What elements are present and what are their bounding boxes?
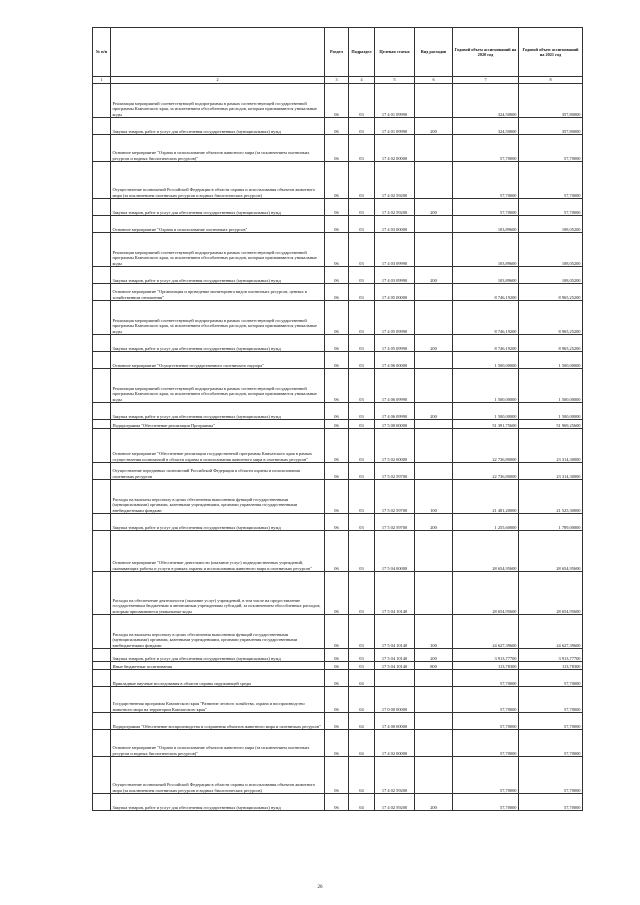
- cell-row-number: [93, 531, 111, 572]
- table-row: [93, 369, 583, 403]
- cell-target-article: 17 4 01 09990: [375, 84, 415, 118]
- cell-amount-2020: 103,89600: [453, 233, 519, 267]
- cell-section: 06: [325, 199, 349, 216]
- header-year-2020: Годовой объем ассигнований на 2020 год: [453, 28, 519, 77]
- cell-expense-name: Реализация мероприятий соответствующей подпрограммы в рамках соответствующей государственной программы Камчатского края, за исключением обособленных расходов, которым присваиваются уникальные коды: [111, 301, 325, 335]
- cell-expense-type: 200: [415, 267, 453, 284]
- cell-expense-name: Осуществление переданных полномочий Российской Федерации в области охраны и использования охотничьих ресурсов: [111, 463, 325, 480]
- cell-expense-type: [415, 301, 453, 335]
- column-numbers-row: [93, 77, 583, 84]
- header-target-article: Целевая статья: [375, 28, 415, 77]
- cell-section: 06: [325, 649, 349, 662]
- cell-section: 06: [325, 233, 349, 267]
- cell-section: 06: [325, 267, 349, 284]
- cell-expense-name: Закупка товаров, работ и услуг для обеспечения государственных (муниципальных) нужд: [111, 335, 325, 352]
- cell-section: 06: [325, 352, 349, 369]
- table-row: [93, 670, 583, 687]
- table-row: [93, 687, 583, 713]
- cell-expense-name: Осуществление полномочий Российской Федерации в области охраны и использования объектов животного мира (за исключением охотничьих ресурсов и водных биологических ресурсов): [111, 757, 325, 794]
- cell-amount-2020: 57,70000: [453, 199, 519, 216]
- cell-target-article: 17 0 00 00000: [375, 687, 415, 713]
- cell-expense-name: Реализация мероприятий соответствующей подпрограммы в рамках соответствующей государственной программы Камчатского края, за исключением обособленных расходов, которым присваиваются уникальные коды: [111, 233, 325, 267]
- cell-target-article: 17 5 02 00000: [375, 429, 415, 463]
- cell-row-number: [93, 267, 111, 284]
- cell-row-number: [93, 84, 111, 118]
- table-row: [93, 118, 583, 135]
- cell-subsection: 03: [349, 369, 375, 403]
- cell-section: 06: [325, 420, 349, 429]
- cell-expense-name: Закупка товаров, работ и услуг для обеспечения государственных (муниципальных) нужд: [111, 267, 325, 284]
- cell-expense-type: [415, 670, 453, 687]
- column-number: 7: [453, 77, 519, 84]
- cell-target-article: 17 4 06 09990: [375, 403, 415, 420]
- table-row: [93, 480, 583, 514]
- table-row: [93, 713, 583, 730]
- cell-expense-name: Основное мероприятие "Осуществление государственного охотничьего надзора": [111, 352, 325, 369]
- header-expense-type: Вид расходов: [415, 28, 453, 77]
- cell-amount-2020: 57,70000: [453, 162, 519, 199]
- cell-target-article: 17 4 00 00000: [375, 713, 415, 730]
- column-number: 1: [93, 77, 111, 84]
- cell-amount-2021: 57,70000: [519, 794, 583, 811]
- cell-amount-2021: 24 627,39600: [519, 615, 583, 649]
- cell-section: 06: [325, 615, 349, 649]
- cell-expense-type: [415, 369, 453, 403]
- header-name: [111, 28, 325, 77]
- cell-expense-type: 800: [415, 662, 453, 670]
- cell-target-article: 17 5 02 59700: [375, 463, 415, 480]
- cell-amount-2020: 1 500,00000: [453, 403, 519, 420]
- header-subsection: Подраздел: [349, 28, 375, 77]
- cell-target-article: 17 4 02 59200: [375, 199, 415, 216]
- cell-row-number: [93, 118, 111, 135]
- cell-row-number: [93, 572, 111, 615]
- table-row: [93, 531, 583, 572]
- cell-target-article: 17 4 03 09990: [375, 267, 415, 284]
- header-section: Раздел: [325, 28, 349, 77]
- cell-expense-type: [415, 162, 453, 199]
- cell-amount-2020: 57,70000: [453, 794, 519, 811]
- table-row: [93, 730, 583, 757]
- cell-section: 06: [325, 216, 349, 233]
- cell-row-number: [93, 216, 111, 233]
- cell-expense-type: 200: [415, 649, 453, 662]
- cell-subsection: 03: [349, 135, 375, 162]
- cell-subsection: 03: [349, 301, 375, 335]
- cell-row-number: [93, 757, 111, 794]
- cell-expense-name: Закупка товаров, работ и услуг для обеспечения государственных (муниципальных) нужд: [111, 118, 325, 135]
- cell-expense-name: Основное мероприятие "Обеспечение деятельности (оказание услуг) подведомственных учреждений, оказывающих работы и услуги в рамках охраны и использования животного мира и охотничьих ресурсов": [111, 531, 325, 572]
- table-row: [93, 420, 583, 429]
- cell-expense-type: [415, 284, 453, 301]
- cell-section: 06: [325, 284, 349, 301]
- cell-amount-2021: 57,70000: [519, 135, 583, 162]
- cell-section: 06: [325, 531, 349, 572]
- cell-expense-name: Государственная программа Камчатского края "Развитие лесного хозяйства, охрана и воспроизводство животного мира на территории Камчатского края": [111, 687, 325, 713]
- table-row: [93, 429, 583, 463]
- cell-amount-2021: 113,78300: [519, 662, 583, 670]
- cell-subsection: 03: [349, 84, 375, 118]
- cell-expense-name: Закупка товаров, работ и услуг для обеспечения государственных (муниципальных) нужд: [111, 199, 325, 216]
- column-number: 6: [415, 77, 453, 84]
- cell-row-number: [93, 480, 111, 514]
- cell-amount-2020: 57,70000: [453, 687, 519, 713]
- cell-expense-name: Основное мероприятие "Охрана и использование объектов животного мира (за исключением охотничьих ресурсов и водных биологических ресурсов)": [111, 135, 325, 162]
- cell-row-number: [93, 794, 111, 811]
- cell-expense-type: 200: [415, 335, 453, 352]
- cell-section: 06: [325, 84, 349, 118]
- cell-amount-2020: 8 746,19200: [453, 284, 519, 301]
- cell-amount-2021: 57,70000: [519, 687, 583, 713]
- cell-section: 06: [325, 514, 349, 531]
- cell-amount-2021: 108,05200: [519, 233, 583, 267]
- cell-amount-2021: 1 500,00000: [519, 369, 583, 403]
- cell-target-article: 17 4 02 00000: [375, 135, 415, 162]
- table-row: [93, 514, 583, 531]
- table-row: [93, 572, 583, 615]
- cell-subsection: 04: [349, 670, 375, 687]
- cell-row-number: [93, 713, 111, 730]
- cell-row-number: [93, 352, 111, 369]
- cell-target-article: 17 5 04 10140: [375, 649, 415, 662]
- cell-section: 06: [325, 135, 349, 162]
- cell-subsection: 03: [349, 615, 375, 649]
- cell-expense-type: [415, 135, 453, 162]
- cell-section: 06: [325, 662, 349, 670]
- cell-row-number: [93, 615, 111, 649]
- cell-subsection: 04: [349, 713, 375, 730]
- table-row: [93, 649, 583, 662]
- cell-section: 06: [325, 687, 349, 713]
- cell-expense-type: 200: [415, 794, 453, 811]
- column-number: 2: [111, 77, 325, 84]
- cell-section: 06: [325, 730, 349, 757]
- cell-amount-2021: 28 654,95600: [519, 531, 583, 572]
- cell-subsection: 03: [349, 480, 375, 514]
- cell-expense-name: Реализация мероприятий соответствующей подпрограммы в рамках соответствующей государственной программы Камчатского края, за исключением обособленных расходов, которым присваиваются уникальные коды: [111, 84, 325, 118]
- cell-row-number: [93, 403, 111, 420]
- cell-expense-type: [415, 730, 453, 757]
- cell-amount-2020: 1 255,60000: [453, 514, 519, 531]
- cell-subsection: 03: [349, 233, 375, 267]
- cell-amount-2020: 28 654,95600: [453, 531, 519, 572]
- cell-expense-name: Подпрограмма "Обеспечение воспроизводства и сохранения объектов животного мира и охотничьих ресурсов": [111, 713, 325, 730]
- column-number: 5: [375, 77, 415, 84]
- cell-expense-name: Подпрограмма "Обеспечение реализации Программы": [111, 420, 325, 429]
- cell-amount-2021: 21 525,30000: [519, 480, 583, 514]
- cell-amount-2020: 51 391,75600: [453, 420, 519, 429]
- cell-amount-2021: 23 314,30000: [519, 463, 583, 480]
- cell-row-number: [93, 301, 111, 335]
- cell-subsection: 03: [349, 662, 375, 670]
- column-number: 4: [349, 77, 375, 84]
- cell-section: 06: [325, 794, 349, 811]
- cell-section: 06: [325, 757, 349, 794]
- cell-expense-type: 100: [415, 615, 453, 649]
- cell-target-article: [375, 670, 415, 687]
- table-row: [93, 403, 583, 420]
- cell-expense-type: [415, 757, 453, 794]
- cell-amount-2021: 57,70000: [519, 199, 583, 216]
- table-body: [93, 77, 583, 811]
- cell-subsection: 03: [349, 514, 375, 531]
- table-row: [93, 463, 583, 480]
- header-year-2021: Годовой объем ассигнований на 2021 год: [519, 28, 583, 77]
- table-header-row: [93, 28, 583, 77]
- cell-section: 06: [325, 713, 349, 730]
- cell-target-article: 17 4 02 59200: [375, 794, 415, 811]
- cell-amount-2021: 57,70000: [519, 757, 583, 794]
- cell-amount-2020: 22 736,80000: [453, 429, 519, 463]
- cell-section: 06: [325, 480, 349, 514]
- column-number: 3: [325, 77, 349, 84]
- cell-amount-2020: 103,89600: [453, 267, 519, 284]
- cell-target-article: 17 5 02 59700: [375, 514, 415, 531]
- cell-expense-type: 200: [415, 514, 453, 531]
- cell-row-number: [93, 284, 111, 301]
- cell-subsection: 03: [349, 420, 375, 429]
- cell-row-number: [93, 162, 111, 199]
- table-row: [93, 757, 583, 794]
- cell-target-article: 17 4 05 09990: [375, 301, 415, 335]
- cell-subsection: 03: [349, 572, 375, 615]
- cell-amount-2021: 357,80000: [519, 118, 583, 135]
- cell-amount-2021: 1 500,00000: [519, 352, 583, 369]
- table-row: [93, 233, 583, 267]
- cell-subsection: 03: [349, 649, 375, 662]
- cell-expense-type: [415, 463, 453, 480]
- cell-subsection: 03: [349, 267, 375, 284]
- cell-expense-type: [415, 572, 453, 615]
- table-row: [93, 135, 583, 162]
- table-row: [93, 284, 583, 301]
- cell-subsection: 03: [349, 199, 375, 216]
- cell-target-article: 17 5 02 59700: [375, 480, 415, 514]
- cell-row-number: [93, 369, 111, 403]
- cell-expense-name: Основное мероприятие "Охрана и использование охотничьих ресурсов": [111, 216, 325, 233]
- cell-expense-type: 200: [415, 199, 453, 216]
- cell-subsection: 03: [349, 284, 375, 301]
- cell-amount-2020: 28 654,95600: [453, 572, 519, 615]
- cell-target-article: 17 4 05 09990: [375, 335, 415, 352]
- cell-expense-name: Основное мероприятие "Обеспечение реализации государственной программы Камчатского края в рамках осуществления полномочий в области охраны и использования животного мира в охотничьих ресурсов": [111, 429, 325, 463]
- cell-subsection: 04: [349, 730, 375, 757]
- cell-subsection: 03: [349, 352, 375, 369]
- cell-amount-2020: 57,70000: [453, 713, 519, 730]
- cell-expense-name: Расходы на обеспечение деятельности (оказание услуг) учреждений, в том числе на предоставление государственным бюджетным и автономным учреждениям субсидий, за исключением обособленных расходов, которым присваиваются уникальные коды: [111, 572, 325, 615]
- cell-target-article: 17 4 06 09990: [375, 369, 415, 403]
- cell-row-number: [93, 514, 111, 531]
- cell-amount-2020: 8 746,19200: [453, 301, 519, 335]
- cell-amount-2021: 108,05200: [519, 267, 583, 284]
- cell-section: 06: [325, 118, 349, 135]
- page-number: 26: [317, 885, 323, 890]
- cell-subsection: 03: [349, 335, 375, 352]
- cell-target-article: 17 5 00 00000: [375, 420, 415, 429]
- cell-amount-2020: 22 736,80000: [453, 463, 519, 480]
- cell-row-number: [93, 649, 111, 662]
- cell-amount-2020: 1 500,00000: [453, 369, 519, 403]
- cell-amount-2021: 57,70000: [519, 730, 583, 757]
- budget-allocation-table: [92, 27, 583, 811]
- cell-expense-name: Закупка товаров, работ и услуг для обеспечения государственных (муниципальных) нужд: [111, 514, 325, 531]
- column-number: 8: [519, 77, 583, 84]
- cell-expense-type: 200: [415, 403, 453, 420]
- cell-amount-2020: 57,70000: [453, 757, 519, 794]
- cell-target-article: 17 5 04 10140: [375, 662, 415, 670]
- cell-target-article: 17 4 01 09990: [375, 118, 415, 135]
- cell-section: 06: [325, 369, 349, 403]
- cell-expense-type: 100: [415, 480, 453, 514]
- cell-target-article: 17 4 05 00000: [375, 284, 415, 301]
- cell-subsection: 03: [349, 118, 375, 135]
- cell-amount-2020: 3 913,77700: [453, 649, 519, 662]
- cell-expense-name: Осуществление полномочий Российской Федерации в области охраны и использования объектов животного мира (за исключением охотничьих ресурсов и водных биологических ресурсов): [111, 162, 325, 199]
- cell-amount-2021: 8 965,25200: [519, 301, 583, 335]
- cell-amount-2021: 108,05200: [519, 216, 583, 233]
- cell-amount-2021: 28 654,95600: [519, 572, 583, 615]
- cell-row-number: [93, 662, 111, 670]
- cell-row-number: [93, 420, 111, 429]
- cell-target-article: 17 4 03 09990: [375, 233, 415, 267]
- cell-target-article: 17 4 02 00000: [375, 730, 415, 757]
- cell-expense-type: [415, 713, 453, 730]
- cell-expense-name: Прикладные научные исследования в области охраны окружающей среды: [111, 670, 325, 687]
- cell-section: 06: [325, 572, 349, 615]
- cell-amount-2021: 357,80000: [519, 84, 583, 118]
- cell-amount-2020: 57,70000: [453, 670, 519, 687]
- cell-amount-2021: 1 789,00000: [519, 514, 583, 531]
- cell-row-number: [93, 687, 111, 713]
- cell-expense-type: [415, 233, 453, 267]
- cell-subsection: 04: [349, 757, 375, 794]
- table-row: [93, 352, 583, 369]
- cell-expense-type: [415, 687, 453, 713]
- cell-amount-2020: 24 627,39600: [453, 615, 519, 649]
- cell-amount-2021: 57,70000: [519, 713, 583, 730]
- cell-amount-2021: 8 965,25200: [519, 284, 583, 301]
- cell-amount-2021: 57,70000: [519, 162, 583, 199]
- cell-amount-2021: 57,70000: [519, 670, 583, 687]
- cell-target-article: 17 4 02 59200: [375, 757, 415, 794]
- cell-section: 06: [325, 463, 349, 480]
- cell-expense-type: [415, 352, 453, 369]
- cell-expense-name: Реализация мероприятий соответствующей подпрограммы в рамках соответствующей государственной программы Камчатского края, за исключением обособленных расходов, которым присваиваются уникальные коды: [111, 369, 325, 403]
- cell-expense-name: Закупка товаров, работ и услуг для обеспечения государственных (муниципальных) нужд: [111, 403, 325, 420]
- cell-row-number: [93, 463, 111, 480]
- cell-amount-2020: 1 500,00000: [453, 352, 519, 369]
- cell-expense-type: [415, 84, 453, 118]
- cell-section: 06: [325, 429, 349, 463]
- cell-expense-name: Расходы на выплаты персоналу в целях обеспечения выполнения функций государственными (муниципальными) органами, казенными учреждениями, органами управления государственными внебюджетными фондами: [111, 480, 325, 514]
- cell-target-article: 17 4 03 00000: [375, 216, 415, 233]
- cell-row-number: [93, 199, 111, 216]
- cell-subsection: 03: [349, 216, 375, 233]
- table-row: [93, 162, 583, 199]
- cell-row-number: [93, 429, 111, 463]
- cell-row-number: [93, 670, 111, 687]
- cell-expense-name: Расходы на выплаты персоналу в целях обеспечения выполнения функций государственными (муниципальными) органами, казенными учреждениями, органами управления государственными внебюджетными фондами: [111, 615, 325, 649]
- cell-subsection: 03: [349, 531, 375, 572]
- table-row: [93, 216, 583, 233]
- cell-amount-2020: 57,70000: [453, 135, 519, 162]
- cell-expense-name: Основное мероприятие "Охрана и использование объектов животного мира (за исключением охотничьих ресурсов и водных биологических ресурсов)": [111, 730, 325, 757]
- cell-amount-2020: 113,78300: [453, 662, 519, 670]
- cell-expense-name: Иные бюджетные ассигнования: [111, 662, 325, 670]
- cell-expense-type: [415, 420, 453, 429]
- cell-amount-2021: 1 500,00000: [519, 403, 583, 420]
- cell-section: 06: [325, 403, 349, 420]
- cell-amount-2020: 324,50000: [453, 84, 519, 118]
- cell-section: 06: [325, 670, 349, 687]
- cell-subsection: 03: [349, 403, 375, 420]
- cell-amount-2021: 23 314,30000: [519, 429, 583, 463]
- cell-amount-2020: 103,89600: [453, 216, 519, 233]
- table-row: [93, 199, 583, 216]
- cell-row-number: [93, 233, 111, 267]
- cell-amount-2020: 57,70000: [453, 730, 519, 757]
- cell-amount-2020: 21 481,20000: [453, 480, 519, 514]
- cell-amount-2021: 3 913,77700: [519, 649, 583, 662]
- table-row: [93, 84, 583, 118]
- table-row: [93, 794, 583, 811]
- header-row-number: № п/п: [93, 28, 111, 77]
- cell-expense-name: Основное мероприятие "Организация и проведение мониторинга видов охотничьих ресурсов, ценных в хозяйственном отношении": [111, 284, 325, 301]
- cell-target-article: 17 5 04 10140: [375, 572, 415, 615]
- cell-expense-name: Закупка товаров, работ и услуг для обеспечения государственных (муниципальных) нужд: [111, 794, 325, 811]
- cell-row-number: [93, 335, 111, 352]
- cell-section: 06: [325, 335, 349, 352]
- cell-amount-2021: 8 965,25200: [519, 335, 583, 352]
- cell-amount-2021: 51 969,25600: [519, 420, 583, 429]
- cell-target-article: 17 4 02 59200: [375, 162, 415, 199]
- cell-expense-name: Закупка товаров, работ и услуг для обеспечения государственных (муниципальных) нужд: [111, 649, 325, 662]
- cell-target-article: 17 4 06 00000: [375, 352, 415, 369]
- cell-row-number: [93, 730, 111, 757]
- table-row: [93, 335, 583, 352]
- cell-subsection: 04: [349, 687, 375, 713]
- cell-section: 06: [325, 162, 349, 199]
- cell-target-article: 17 5 04 10140: [375, 615, 415, 649]
- cell-subsection: 04: [349, 794, 375, 811]
- cell-expense-type: 200: [415, 118, 453, 135]
- table-row: [93, 301, 583, 335]
- table-row: [93, 662, 583, 670]
- cell-amount-2020: 8 746,19200: [453, 335, 519, 352]
- cell-expense-type: [415, 216, 453, 233]
- cell-amount-2020: 324,50000: [453, 118, 519, 135]
- cell-expense-type: [415, 531, 453, 572]
- cell-subsection: 03: [349, 429, 375, 463]
- cell-expense-type: [415, 429, 453, 463]
- cell-section: 06: [325, 301, 349, 335]
- table-row: [93, 267, 583, 284]
- table-row: [93, 615, 583, 649]
- cell-subsection: 03: [349, 162, 375, 199]
- cell-subsection: 03: [349, 463, 375, 480]
- cell-row-number: [93, 135, 111, 162]
- cell-target-article: 17 5 04 00000: [375, 531, 415, 572]
